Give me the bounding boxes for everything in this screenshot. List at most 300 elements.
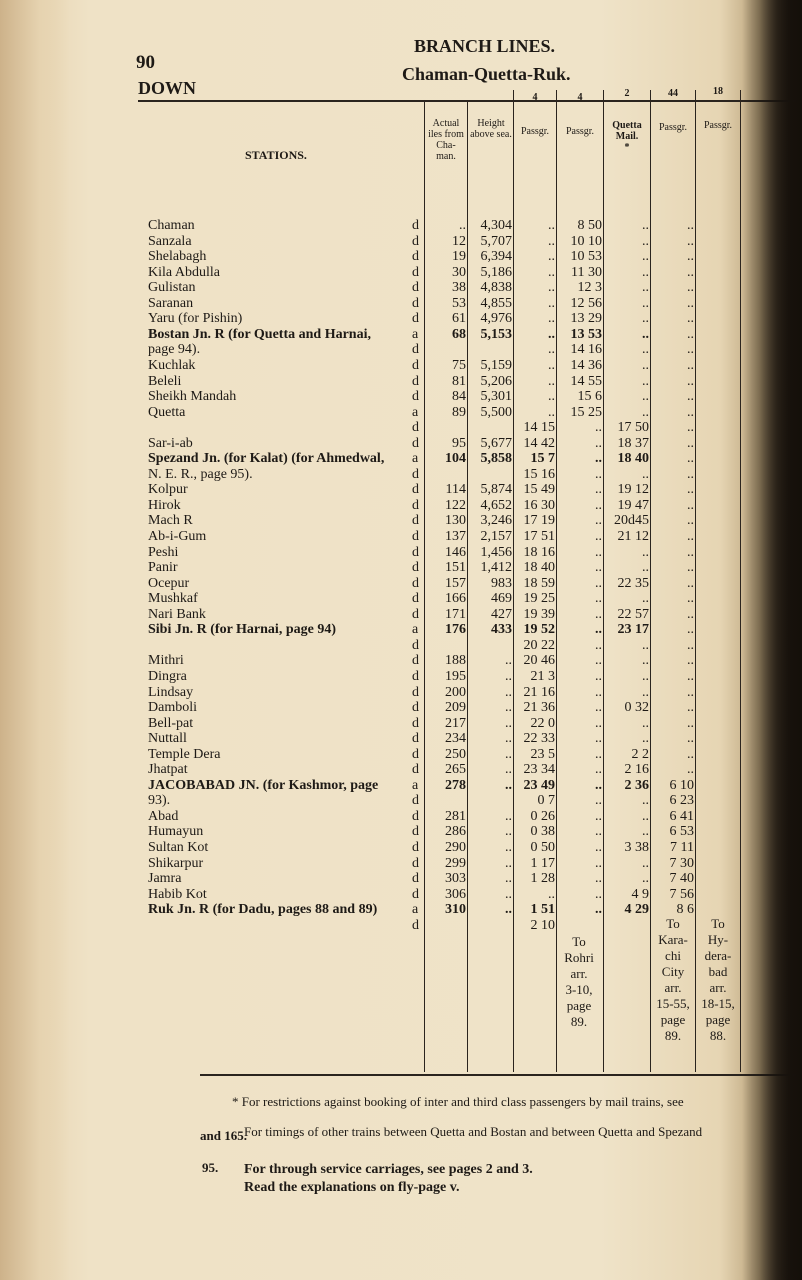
arr-dep-marker: d [412,265,419,280]
cell-p4: 7 40 [669,871,694,886]
col-line [603,90,604,1072]
station-name: Spezand Jn. (for Kalat) (for Ahmedwal, [148,451,385,466]
cell-height: .. [505,871,512,886]
cell-p4: 6 23 [669,793,694,808]
cell-miles: 19 [452,249,466,264]
col-line [740,90,741,1072]
cell-height: 5,858 [480,451,512,466]
cell-p2: .. [595,420,602,435]
arr-dep-marker: d [412,218,419,233]
cell-height: 5,186 [480,265,512,280]
cell-p2: .. [595,700,602,715]
arr-dep-marker: d [412,685,419,700]
miles-header: Actual iles from Cha- man. [428,118,464,162]
cell-miles: 250 [445,747,466,762]
cell-miles: 38 [452,280,466,295]
footnote-explanations: Read the explanations on fly-page v. [244,1180,460,1195]
cell-miles: 68 [452,327,466,342]
arr-dep-marker: d [412,840,419,855]
cell-mail: .. [642,389,649,404]
arr-dep-marker: d [412,296,419,311]
cell-miles: 75 [452,358,466,373]
cell-p4: .. [687,311,694,326]
col5-label: Passgr. [703,120,733,131]
cell-miles: 89 [452,405,466,420]
cell-p1: 17 51 [523,529,555,544]
cell-p2: .. [595,887,602,902]
cell-mail: 19 12 [617,482,649,497]
arr-dep-marker: d [412,793,419,808]
cell-mail: .. [642,793,649,808]
cell-p2: .. [595,731,602,746]
cell-p4: .. [687,358,694,373]
cell-p4: .. [687,218,694,233]
station-name: Saranan [148,296,194,311]
cell-miles: 157 [445,576,466,591]
cell-mail: 21 12 [617,529,649,544]
cell-p2: .. [595,451,602,466]
station-name: JACOBABAD JN. (for Kashmor, page [148,778,379,793]
station-name: Lindsay [148,685,194,700]
cell-mail: .. [642,545,649,560]
cell-miles: 290 [445,840,466,855]
cell-miles: 12 [452,234,466,249]
destination-line: To [572,934,586,949]
cell-p1: .. [548,280,555,295]
cell-p2: .. [595,793,602,808]
cell-p2: .. [595,809,602,824]
destination-line: To [666,916,680,931]
cell-height: 433 [491,622,512,637]
cell-p1: 17 19 [523,513,555,528]
station-name: Sar-i-ab [148,436,193,451]
cell-p1: 21 3 [530,669,555,684]
cell-miles: 176 [445,622,466,637]
arr-dep-marker: d [412,342,419,357]
cell-miles: 303 [445,871,466,886]
col2-label: Passgr. [565,126,595,137]
cell-p4: .. [687,405,694,420]
station-name: Sultan Kot [148,840,209,855]
cell-p1: 0 26 [530,809,555,824]
cell-p1: 1 28 [530,871,555,886]
cell-mail: .. [642,311,649,326]
arr-dep-marker: d [412,856,419,871]
col4-number: 44 [668,88,678,99]
destination-line: chi [665,948,681,963]
arr-dep-marker: d [412,482,419,497]
cell-p2: .. [595,638,602,653]
col3-star: * [624,142,630,153]
cell-miles: 30 [452,265,466,280]
cell-p1: .. [548,405,555,420]
cell-height: 469 [491,591,512,606]
cell-p1: 21 16 [523,685,555,700]
cell-p4: .. [687,234,694,249]
destination-line: arr. [664,980,682,995]
cell-height: 1,412 [480,560,512,575]
station-name: Temple Dera [148,747,221,762]
cell-p4: 6 10 [669,778,694,793]
cell-height: .. [505,887,512,902]
arr-dep-marker: d [412,700,419,715]
cell-height: 3,246 [480,513,512,528]
station-name: Ab-i-Gum [148,529,207,544]
cell-height: .. [505,856,512,871]
cell-mail: .. [642,809,649,824]
col1-number: 4 [532,92,538,103]
cell-p4: 6 53 [669,824,694,839]
station-name: Nuttall [148,731,187,746]
destination-line: Kara- [658,932,688,947]
station-name: Abad [148,809,179,824]
col1-label: Passgr. [520,126,550,137]
destination-line: 89. [664,1028,682,1043]
arr-dep-marker: d [412,824,419,839]
cell-mail: .. [642,731,649,746]
cell-p1: 0 38 [530,824,555,839]
cell-p1: 22 0 [530,716,555,731]
cell-miles: 171 [445,607,466,622]
station-name: Gulistan [148,280,196,295]
station-name: Peshi [148,545,179,560]
cell-p2: .. [595,840,602,855]
cell-p1: 16 30 [523,498,555,513]
cell-height: 2,157 [480,529,512,544]
cell-p1: 22 33 [523,731,555,746]
station-name: 93). [148,793,171,808]
destination-line: 89. [570,1014,588,1029]
cell-mail: .. [642,716,649,731]
cell-miles: .. [459,218,466,233]
cell-mail: .. [642,358,649,373]
cell-miles: 130 [445,513,466,528]
station-name: Kolpur [148,482,188,497]
cell-height: 6,394 [480,249,512,264]
binding-shadow [742,0,802,1280]
cell-p4: .. [687,513,694,528]
cell-miles: 281 [445,809,466,824]
cell-height: 4,838 [480,280,512,295]
station-name: Bostan Jn. R (for Quetta and Harnai, [148,327,371,342]
station-name: Quetta [148,405,186,420]
cell-miles: 234 [445,731,466,746]
cell-p4: .. [687,249,694,264]
cell-height: .. [505,731,512,746]
cell-p2: .. [595,591,602,606]
cell-p1: 18 59 [523,576,555,591]
cell-p2: .. [595,824,602,839]
cell-mail: .. [642,234,649,249]
col3-label: Quetta Mail. [612,120,642,142]
cell-p1: .. [548,887,555,902]
cell-p4: 6 41 [669,809,694,824]
cell-p2: .. [595,716,602,731]
cell-height: 5,153 [480,327,512,342]
cell-height: 983 [491,576,512,591]
destination-line: Rohri [564,950,594,965]
cell-p4: .. [687,762,694,777]
cell-height: 427 [491,607,512,622]
col-line [556,90,557,1072]
cell-p4: .. [687,280,694,295]
cell-p1: .. [548,342,555,357]
cell-p2: .. [595,902,602,917]
cell-p4: 7 30 [669,856,694,871]
cell-miles: 122 [445,498,466,513]
cell-height: .. [505,778,512,793]
cell-p1: .. [548,374,555,389]
cell-p1: .. [548,311,555,326]
page-edge [0,0,70,1280]
cell-height: 5,500 [480,405,512,420]
cell-p2: .. [595,576,602,591]
cell-p1: .. [548,358,555,373]
station-name: Hirok [148,498,181,513]
cell-p4: .. [687,731,694,746]
cell-p2: 14 55 [570,374,602,389]
arr-dep-marker: d [412,358,419,373]
cell-mail: .. [642,685,649,700]
cell-p2: .. [595,762,602,777]
destination-hyderabad [696,916,740,1044]
arr-dep-marker: d [412,498,419,513]
cell-p1: 14 42 [523,436,555,451]
cell-p2: 8 50 [577,218,602,233]
arr-dep-marker: d [412,871,419,886]
cell-p2: 12 56 [570,296,602,311]
col-line [513,90,514,1072]
cell-mail: .. [642,560,649,575]
cell-mail: .. [642,591,649,606]
destination-line: arr. [570,966,588,981]
cell-miles: 61 [452,311,466,326]
cell-p1: 15 16 [523,467,555,482]
cell-mail: 3 38 [624,840,649,855]
cell-p1: .. [548,265,555,280]
station-name: Humayun [148,824,204,839]
cell-p1: 21 36 [523,700,555,715]
cell-p4: .. [687,638,694,653]
arr-dep-marker: d [412,436,419,451]
station-name: Mach R [148,513,193,528]
cell-mail: .. [642,249,649,264]
cell-p4: .. [687,685,694,700]
cell-height: 5,707 [480,234,512,249]
cell-miles: 265 [445,762,466,777]
cell-p4: .. [687,467,694,482]
arr-dep-marker: d [412,311,419,326]
col3-number: 2 [624,88,630,99]
cell-mail: .. [642,871,649,886]
station-name: Bell-pat [148,716,194,731]
cell-p4: .. [687,265,694,280]
arr-dep-marker: d [412,513,419,528]
cell-p2: .. [595,622,602,637]
cell-height: 1,456 [480,545,512,560]
cell-mail: 18 40 [617,451,649,466]
cell-p2: 11 30 [571,265,602,280]
cell-mail: 23 17 [617,622,649,637]
arr-dep-marker: d [412,545,419,560]
destination-line: 18-15, [701,996,735,1011]
destination-rohri [556,934,602,1030]
station-name: Damboli [148,700,197,715]
station-name: Mithri [148,653,184,668]
cell-p1: 18 16 [523,545,555,560]
station-name: Kuchlak [148,358,196,373]
cell-height: 4,855 [480,296,512,311]
arr-dep-marker: a [412,327,419,342]
cell-p4: .. [687,700,694,715]
cell-miles: 200 [445,685,466,700]
destination-line: 3-10, [565,982,593,997]
col4-label: Passgr. [658,122,688,133]
station-name: Yaru (for Pishin) [148,311,243,326]
cell-p1: .. [548,234,555,249]
destination-line: page [660,1012,686,1027]
cell-height: 5,677 [480,436,512,451]
cell-p1: 0 50 [530,840,555,855]
cell-p2: 13 53 [570,327,602,342]
cell-mail: .. [642,374,649,389]
station-name: Ruk Jn. R (for Dadu, pages 88 and 89) [148,902,378,917]
station-name: Sibi Jn. R (for Harnai, page 94) [148,622,336,637]
cell-mail: .. [642,467,649,482]
cell-p2: .. [595,529,602,544]
cell-p1: 2 10 [530,918,555,933]
cell-p4: 8 6 [676,902,694,917]
cell-p4: .. [687,436,694,451]
cell-miles: 306 [445,887,466,902]
cell-p2: .. [595,871,602,886]
cell-p2: 10 10 [570,234,602,249]
cell-mail: 2 2 [631,747,649,762]
destination-karachi [650,916,696,1044]
cell-p2: 15 25 [570,405,602,420]
cell-p2: .. [595,778,602,793]
arr-dep-marker: a [412,622,419,637]
cell-p1: .. [548,249,555,264]
cell-p1: 20 46 [523,653,555,668]
cell-p4: 7 56 [669,887,694,902]
cell-p2: 10 53 [570,249,602,264]
cell-mail: .. [642,265,649,280]
station-name: Kila Abdulla [148,265,220,280]
cell-mail: .. [642,280,649,295]
cell-p4: .. [687,545,694,560]
cell-mail: 2 16 [624,762,649,777]
station-name: page 94). [148,342,201,357]
station-name: Beleli [148,374,182,389]
cell-miles: 310 [445,902,466,917]
cell-p1: 19 52 [523,622,555,637]
cell-p2: 14 16 [570,342,602,357]
cell-height: .. [505,685,512,700]
height-header: Height above sea. [470,118,512,140]
cell-mail: 0 32 [624,700,649,715]
cell-mail: .. [642,342,649,357]
cell-height: 4,652 [480,498,512,513]
cell-mail: .. [642,638,649,653]
cell-p2: 13 29 [570,311,602,326]
cell-p1: .. [548,218,555,233]
cell-height: .. [505,824,512,839]
footnote-carriages: For through service carriages, see pages 2 and 3. [244,1162,533,1177]
destination-line: 88. [709,1028,727,1043]
stations-header: STATIONS. [245,148,307,162]
station-name: Nari Bank [148,607,206,622]
cell-mail: .. [642,296,649,311]
cell-p4: .. [687,451,694,466]
footnote-mail-pages: and 165. [200,1128,247,1143]
cell-mail: 22 57 [617,607,649,622]
section-title: BRANCH LINES. [414,36,556,56]
cell-height: 5,874 [480,482,512,497]
cell-miles: 53 [452,296,466,311]
cell-p4: .. [687,669,694,684]
arr-dep-marker: d [412,467,419,482]
cell-miles: 84 [452,389,466,404]
cell-mail: .. [642,824,649,839]
cell-p1: 20 22 [523,638,555,653]
cell-p2: .. [595,685,602,700]
station-name: Jamra [148,871,182,886]
cell-mail: 17 50 [617,420,649,435]
cell-p2: 14 36 [570,358,602,373]
arr-dep-marker: d [412,560,419,575]
arr-dep-marker: a [412,902,419,917]
cell-p1: .. [548,389,555,404]
cell-p4: .. [687,716,694,731]
destination-line: Hy- [707,932,729,947]
destination-line: 15-55, [656,996,690,1011]
cell-height: 4,304 [480,218,512,233]
footer-rule [200,1074,800,1076]
cell-p1: .. [548,296,555,311]
station-name: Sheikh Mandah [148,389,237,404]
arr-dep-marker: d [412,653,419,668]
cell-p2: .. [595,607,602,622]
cell-p2: .. [595,467,602,482]
cell-p4: .. [687,296,694,311]
cell-height: .. [505,700,512,715]
destination-line: bad [708,964,728,979]
arr-dep-marker: d [412,591,419,606]
cell-p1: 1 51 [530,902,555,917]
cell-miles: 188 [445,653,466,668]
cell-p2: .. [595,545,602,560]
cell-p4: .. [687,327,694,342]
cell-height: .. [505,747,512,762]
cell-mail: .. [642,856,649,871]
cell-p4: 7 11 [670,840,694,855]
cell-p2: .. [595,498,602,513]
arr-dep-marker: d [412,918,419,933]
cell-mail: 4 29 [624,902,649,917]
cell-height: .. [505,840,512,855]
col-line [467,102,468,1072]
cell-p4: .. [687,607,694,622]
station-name: Sanzala [148,234,192,249]
arr-dep-marker: d [412,249,419,264]
cell-mail: .. [642,653,649,668]
cell-p1: .. [548,327,555,342]
cell-p2: .. [595,482,602,497]
col-line [424,102,425,1072]
cell-p1: 15 49 [523,482,555,497]
cell-p4: .. [687,653,694,668]
